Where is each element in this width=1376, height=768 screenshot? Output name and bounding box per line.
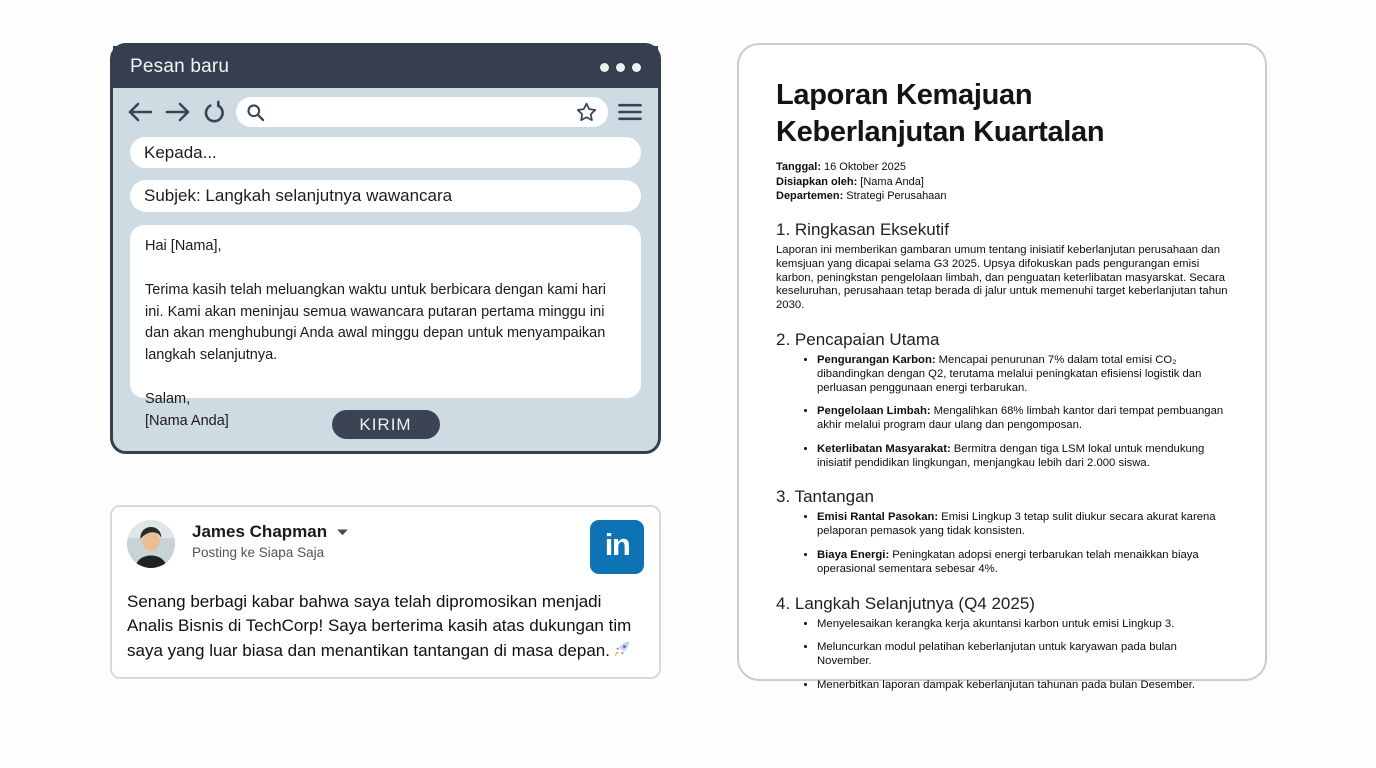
subject-field[interactable] [130,180,641,212]
bullet-label: Emisi Rantal Pasokan: [817,511,939,524]
meta-value: [Nama Anda] [860,175,924,188]
window-dot[interactable] [600,63,609,72]
email-text-line: [Nama Anda] [145,412,229,429]
author-block [192,520,349,560]
post-text-content: Senang berbagi kabar bahwa saya telah dipromosikan menjadi Analis Bisnis di TechCorp! Saya berterima kasih atas dukungan tim saya yang luar biasa dan menantikan tantangan di masa depan. [127,592,632,660]
section-bullets [776,354,1229,470]
meta-label: Departemen: [776,189,844,202]
section-heading: 1. Ringkasan Eksekutif [776,220,949,240]
chevron-down-icon [336,528,349,537]
email-text-line: Hai [Nama], [145,238,222,254]
report-section [776,594,1229,693]
bullet-label: Keterlibatan Masyarakat: [817,442,951,455]
rocket-emoji [613,640,631,665]
linkedin-logo-icon: in [590,520,644,574]
linkedin-post-header [112,507,659,574]
forward-arrow-icon [165,101,191,123]
section-heading: 2. Pencapaian Utama [776,330,940,350]
report-meta [776,160,1229,203]
bullet-item [817,405,1229,433]
email-compose-window [110,43,661,454]
back-button[interactable] [125,100,155,124]
bullet-text: Bermitra dengan tiga LSM lokal untuk mendukung inisiatif pendidikan lingkungan, menjangkau lebih dari 2.000 siswa. [817,442,1205,469]
author-name: James Chapman [192,522,328,541]
report-section [776,330,1229,470]
bullet-text: Menyelesaikan kerangka kerja akuntansi karbon untuk emisi Lingkup 3. [817,617,1175,630]
email-paragraph [145,280,626,367]
window-title: Pesan baru [130,56,230,77]
forward-button[interactable] [163,100,193,124]
bullet-text: Peningkatan adopsi energi terbarukan telah menaikkan biaya operasional sementara sebesar 4%. [817,549,1199,575]
window-dot[interactable] [632,63,641,72]
email-text-line: Terima kasih telah meluangkan waktu untuk berbicara dengan kami hari ini. Kami akan meninjau semua wawancara putaran pertama minggu ini dan akan menghubungi Anda awal minggu depan untuk menyampaikan langkah selanjutnya. [145,281,607,363]
section-bullets [776,618,1229,693]
reload-button[interactable] [201,100,228,125]
report-document [737,43,1267,691]
meta-row [776,175,1229,189]
avatar-photo [127,520,175,568]
bullet-item [817,511,1229,539]
email-paragraph [145,236,626,258]
recipient-field[interactable] [130,137,641,168]
address-bar [236,97,608,127]
bookmark-button[interactable] [574,101,599,124]
meta-label: Disiapkan oleh: [776,175,858,188]
bullet-item [817,618,1229,632]
bullet-text: Emisi Lingkup 3 tetap sulit diukur secara akurat karena pelaporan pemasok yang tidak konsisten. [817,511,1216,538]
meta-row [776,189,1229,203]
reload-icon [203,101,226,124]
bullet-item [817,641,1229,669]
menu-button[interactable] [616,102,644,122]
bullet-text: Mengalihkan 68% limbah kantor dari tempat pembuangan akhir melalui program daur ulang dan pengomposan. [817,405,1224,432]
avatar[interactable] [127,520,175,568]
search-icon [245,103,266,122]
meta-value: Strategi Perusahaan [846,189,947,202]
email-text-line: Salam, [145,390,191,407]
report-section [776,487,1229,576]
window-dot[interactable] [616,63,625,72]
search-input[interactable] [272,97,568,127]
bullet-item [817,679,1229,693]
meta-label: Tanggal: [776,161,822,174]
bullet-label: Biaya Energi: [817,549,890,562]
bullet-text: Meluncurkan modul pelatihan keberlanjutan untuk karyawan pada bulan November. [817,641,1177,668]
hamburger-icon [618,103,642,121]
star-icon [575,101,598,124]
send-button[interactable]: KIRIM [332,410,440,439]
section-heading: 4. Langkah Selanjutnya (Q4 2025) [776,593,1035,613]
bullet-text: Mencapai penurunan 7% dalam total emisi CO₂ dibandingkan dengan Q2, terutama melalui peningkatan efisiensi logistik dan perluasan penggunaan energi terbarukan. [817,354,1202,394]
back-arrow-icon [127,101,153,123]
bullet-item [817,443,1229,471]
section-bullets [776,511,1229,576]
section-heading: 3. Tantangan [776,487,874,507]
report-section [776,220,1229,313]
report-sections [776,220,1229,693]
bullet-text: Menerbitkan laporan dampak keberlanjutan tahunan pada bulan Desember. [817,678,1196,691]
meta-value: 16 Oktober 2025 [824,161,906,174]
bullet-label: Pengurangan Karbon: [817,354,936,367]
author-dropdown[interactable] [336,528,349,537]
report-title: Laporan Kemajuan Keberlanjutan Kuartalan [776,79,1105,149]
linkedin-post-card [110,505,661,679]
meta-row [776,160,1229,174]
bullet-item [817,549,1229,577]
bullet-label: Pengelolaan Limbah: [817,405,931,418]
section-paragraph: Laporan ini memberikan gambaran umum tentang inisiatif keberlanjutan perusahaan dan kemsjuan yang dicapai selama G3 2025. Upsya difokuskan pads pengurangan emisi karbon, peningkstan pengelolaan limbah, dan penguatan keterlibatan masyarskat. Secara keseluruhan, perusahaan tetap berada di jalur untuk memenuhi target keberlanjutan tahun 2030. [776,244,1228,312]
post-text [112,574,659,665]
browser-toolbar [113,88,658,127]
bullet-item [817,354,1229,395]
window-controls [600,63,641,72]
post-audience: Posting ke Siapa Saja [192,545,325,560]
window-titlebar [113,46,658,88]
